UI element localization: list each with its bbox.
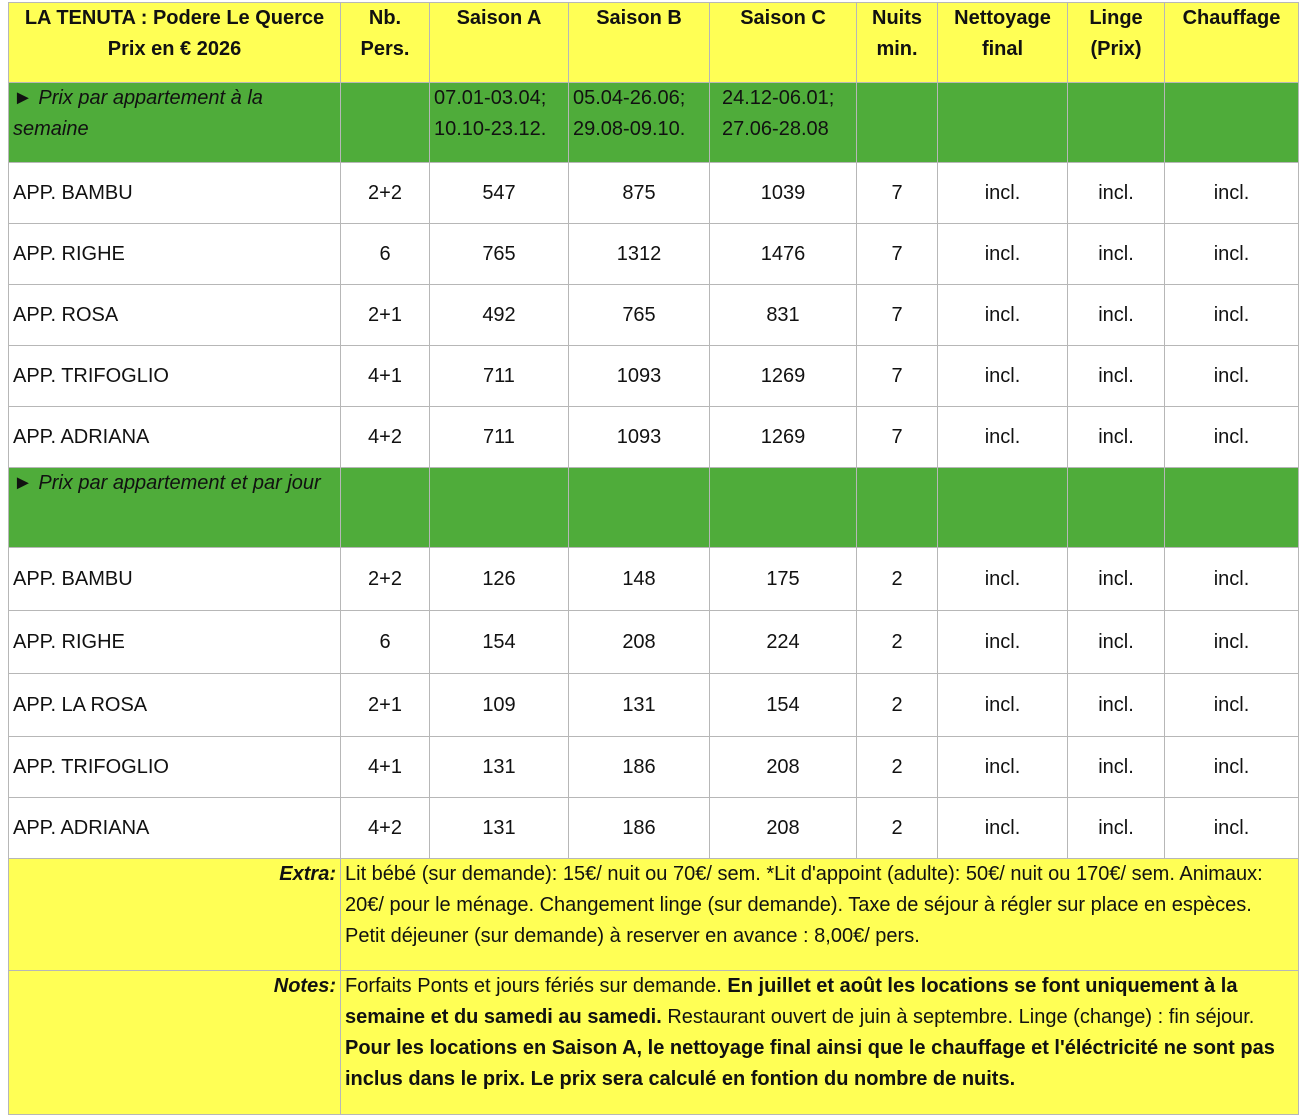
- nb-pers-cell[interactable]: 6: [341, 224, 430, 285]
- saison-a-price[interactable]: 126: [430, 548, 569, 611]
- saison-c-price[interactable]: 154: [710, 674, 857, 737]
- saison-c-price[interactable]: 208: [710, 737, 857, 798]
- saison-b-price[interactable]: 1093: [569, 346, 710, 407]
- nettoyage-cell[interactable]: incl.: [938, 163, 1068, 224]
- saison-b-price[interactable]: 148: [569, 548, 710, 611]
- nuits-min-cell[interactable]: 2: [857, 737, 938, 798]
- apartment-name[interactable]: APP. TRIFOGLIO: [9, 737, 341, 798]
- nb-pers-cell[interactable]: 2+1: [341, 674, 430, 737]
- section-day-label[interactable]: ► Prix par appartement et par jour: [9, 468, 341, 548]
- section-week-empty-cell[interactable]: [1165, 83, 1299, 163]
- header-nettoyage-line1: Nettoyage: [954, 7, 1051, 29]
- chauffage-cell[interactable]: incl.: [1165, 163, 1299, 224]
- header-row: [9, 3, 1299, 83]
- section-day-row: [9, 468, 1299, 548]
- table-row: [9, 548, 1299, 611]
- saison-b-price[interactable]: 186: [569, 798, 710, 859]
- notes-part-3: Restaurant ouvert de juin à septembre. Linge (change) : fin séjour.: [661, 1006, 1255, 1028]
- nb-pers-cell[interactable]: 4+2: [341, 798, 430, 859]
- apartment-name[interactable]: APP. BAMBU: [9, 548, 341, 611]
- section-week-empty-cell[interactable]: [341, 83, 430, 163]
- header-saison-c[interactable]: Saison C: [710, 3, 857, 83]
- nuits-min-cell[interactable]: 7: [857, 163, 938, 224]
- saison-a-price[interactable]: 109: [430, 674, 569, 737]
- nuits-min-cell[interactable]: 2: [857, 611, 938, 674]
- chauffage-cell[interactable]: incl.: [1165, 407, 1299, 468]
- saison-b-price[interactable]: 186: [569, 737, 710, 798]
- table-row: [9, 798, 1299, 859]
- section-day-empty-cell[interactable]: [569, 468, 710, 548]
- saison-c-price[interactable]: 1039: [710, 163, 857, 224]
- table-row: [9, 611, 1299, 674]
- nettoyage-cell[interactable]: incl.: [938, 611, 1068, 674]
- header-chauffage[interactable]: Chauffage: [1165, 3, 1299, 83]
- nuits-min-cell[interactable]: 7: [857, 346, 938, 407]
- notes-text[interactable]: [341, 971, 1299, 1115]
- chauffage-cell[interactable]: incl.: [1165, 798, 1299, 859]
- extra-row: [9, 859, 1299, 971]
- saison-a-price[interactable]: 131: [430, 798, 569, 859]
- section-day-empty-cell[interactable]: [1165, 468, 1299, 548]
- nuits-min-cell[interactable]: 2: [857, 798, 938, 859]
- saison-a-price[interactable]: 547: [430, 163, 569, 224]
- saison-c-price[interactable]: 224: [710, 611, 857, 674]
- notes-part-2-bold: En juillet et août les locations se font uniquement à la semaine et du samedi au samedi.: [345, 975, 1238, 1028]
- table-title: LA TENUTA : Podere Le Querce: [24, 7, 325, 29]
- saison-c-price[interactable]: 208: [710, 798, 857, 859]
- nettoyage-cell[interactable]: incl.: [938, 224, 1068, 285]
- apartment-name[interactable]: APP. ADRIANA: [9, 407, 341, 468]
- table-row: [9, 346, 1299, 407]
- saison-a-price[interactable]: 154: [430, 611, 569, 674]
- section-week-row: [9, 83, 1299, 163]
- apartment-name[interactable]: APP. RIGHE: [9, 224, 341, 285]
- header-linge[interactable]: [1068, 3, 1165, 83]
- nuits-min-cell[interactable]: 2: [857, 674, 938, 737]
- chauffage-cell[interactable]: incl.: [1165, 224, 1299, 285]
- section-week-label[interactable]: ► Prix par appartement à la semaine: [9, 83, 341, 163]
- saison-a-price[interactable]: 711: [430, 407, 569, 468]
- saison-a-dates-line1: 07.01-03.04;: [434, 87, 547, 109]
- table-row: [9, 407, 1299, 468]
- section-day-empty-cell[interactable]: [341, 468, 430, 548]
- linge-cell[interactable]: incl.: [1068, 346, 1165, 407]
- table-subtitle: Prix en € 2026: [107, 38, 242, 60]
- header-saison-b[interactable]: Saison B: [569, 3, 710, 83]
- header-linge-line1: Linge: [1089, 7, 1143, 29]
- linge-cell[interactable]: incl.: [1068, 548, 1165, 611]
- apartment-name[interactable]: APP. LA ROSA: [9, 674, 341, 737]
- chauffage-cell[interactable]: incl.: [1165, 737, 1299, 798]
- linge-cell[interactable]: incl.: [1068, 285, 1165, 346]
- saison-b-dates-line1: 05.04-26.06;: [573, 87, 686, 109]
- saison-b-price[interactable]: 208: [569, 611, 710, 674]
- nettoyage-cell[interactable]: incl.: [938, 548, 1068, 611]
- linge-cell[interactable]: incl.: [1068, 163, 1165, 224]
- saison-c-price[interactable]: 831: [710, 285, 857, 346]
- linge-cell[interactable]: incl.: [1068, 224, 1165, 285]
- nettoyage-cell[interactable]: incl.: [938, 798, 1068, 859]
- apartment-name[interactable]: APP. TRIFOGLIO: [9, 346, 341, 407]
- section-day-empty-cell[interactable]: [857, 468, 938, 548]
- nb-pers-cell[interactable]: 4+1: [341, 346, 430, 407]
- saison-b-price[interactable]: 875: [569, 163, 710, 224]
- saison-c-dates-line1: 24.12-06.01;: [722, 87, 835, 109]
- saison-a-dates[interactable]: [430, 83, 569, 163]
- section-day-empty-cell[interactable]: [1068, 468, 1165, 548]
- table-row: [9, 163, 1299, 224]
- saison-c-dates-line2: 27.06-28.08: [722, 118, 829, 140]
- nb-pers-cell[interactable]: 2+1: [341, 285, 430, 346]
- nuits-min-cell[interactable]: 7: [857, 285, 938, 346]
- saison-a-price[interactable]: 711: [430, 346, 569, 407]
- extra-label[interactable]: Extra:: [9, 859, 341, 971]
- nettoyage-cell[interactable]: incl.: [938, 407, 1068, 468]
- header-nettoyage[interactable]: [938, 3, 1068, 83]
- section-day-empty-cell[interactable]: [430, 468, 569, 548]
- saison-a-price[interactable]: 131: [430, 737, 569, 798]
- linge-cell[interactable]: incl.: [1068, 798, 1165, 859]
- apartment-name[interactable]: APP. RIGHE: [9, 611, 341, 674]
- chauffage-cell[interactable]: incl.: [1165, 611, 1299, 674]
- apartment-name[interactable]: APP. ADRIANA: [9, 798, 341, 859]
- nettoyage-cell[interactable]: incl.: [938, 346, 1068, 407]
- nb-pers-cell[interactable]: 2+2: [341, 163, 430, 224]
- section-day-empty-cell[interactable]: [710, 468, 857, 548]
- notes-part-1: Forfaits Ponts et jours fériés sur demande.: [345, 975, 728, 997]
- saison-b-price[interactable]: 1312: [569, 224, 710, 285]
- table-row: [9, 285, 1299, 346]
- chauffage-cell[interactable]: incl.: [1165, 548, 1299, 611]
- nuits-min-cell[interactable]: 7: [857, 224, 938, 285]
- section-day-empty-cell[interactable]: [938, 468, 1068, 548]
- header-nettoyage-line2: final: [981, 38, 1024, 60]
- saison-c-dates[interactable]: [710, 83, 857, 163]
- nb-pers-cell[interactable]: 4+2: [341, 407, 430, 468]
- saison-b-dates[interactable]: [569, 83, 710, 163]
- saison-a-dates-line2: 10.10-23.12.: [434, 118, 547, 140]
- linge-cell[interactable]: incl.: [1068, 674, 1165, 737]
- header-nb-pers-line2: Pers.: [360, 38, 410, 60]
- apartment-name[interactable]: APP. BAMBU: [9, 163, 341, 224]
- nettoyage-cell[interactable]: incl.: [938, 285, 1068, 346]
- header-nb-pers-line1: Nb.: [368, 7, 402, 29]
- nuits-min-cell[interactable]: 2: [857, 548, 938, 611]
- chauffage-cell[interactable]: incl.: [1165, 285, 1299, 346]
- linge-cell[interactable]: incl.: [1068, 611, 1165, 674]
- section-week-empty-cell[interactable]: [938, 83, 1068, 163]
- nb-pers-cell[interactable]: 4+1: [341, 737, 430, 798]
- nettoyage-cell[interactable]: incl.: [938, 737, 1068, 798]
- notes-row: [9, 971, 1299, 1115]
- saison-c-price[interactable]: 1476: [710, 224, 857, 285]
- linge-cell[interactable]: incl.: [1068, 407, 1165, 468]
- section-week-empty-cell[interactable]: [857, 83, 938, 163]
- header-saison-a[interactable]: Saison A: [430, 3, 569, 83]
- table-row: [9, 224, 1299, 285]
- header-linge-line2: (Prix): [1090, 38, 1142, 60]
- header-nuits-line2: min.: [876, 38, 918, 60]
- table-row: [9, 737, 1299, 798]
- saison-b-price[interactable]: 131: [569, 674, 710, 737]
- header-nuits-line1: Nuits: [872, 7, 922, 29]
- saison-c-price[interactable]: 1269: [710, 407, 857, 468]
- saison-a-price[interactable]: 765: [430, 224, 569, 285]
- saison-b-dates-line2: 29.08-09.10.: [573, 118, 686, 140]
- chauffage-cell[interactable]: incl.: [1165, 674, 1299, 737]
- nb-pers-cell[interactable]: 6: [341, 611, 430, 674]
- saison-b-price[interactable]: 765: [569, 285, 710, 346]
- table-row: [9, 674, 1299, 737]
- notes-label[interactable]: Notes:: [9, 971, 341, 1115]
- header-nuits-min[interactable]: [857, 3, 938, 83]
- saison-c-price[interactable]: 175: [710, 548, 857, 611]
- saison-c-price[interactable]: 1269: [710, 346, 857, 407]
- price-table: [8, 2, 1299, 1115]
- apartment-name[interactable]: APP. ROSA: [9, 285, 341, 346]
- section-week-empty-cell[interactable]: [1068, 83, 1165, 163]
- saison-b-price[interactable]: 1093: [569, 407, 710, 468]
- notes-part-4-bold: Pour les locations en Saison A, le nettoyage final ainsi que le chauffage et l'éléctricité ne sont pas inclus dans le prix. Le prix sera calculé en fontion du nombre de nuits.: [345, 1037, 1275, 1090]
- nuits-min-cell[interactable]: 7: [857, 407, 938, 468]
- saison-a-price[interactable]: 492: [430, 285, 569, 346]
- chauffage-cell[interactable]: incl.: [1165, 346, 1299, 407]
- nettoyage-cell[interactable]: incl.: [938, 674, 1068, 737]
- extra-text[interactable]: Lit bébé (sur demande): 15€/ nuit ou 70€/ sem. *Lit d'appoint (adulte): 50€/ nuit ou 170€/ sem. Animaux: 20€/ pour le ménage. Changement linge (sur demande). Taxe de séjour à régler sur place en espèces. Petit déjeuner (sur demande) à reserver en avance : 8,00€/ pers.: [341, 859, 1299, 971]
- linge-cell[interactable]: incl.: [1068, 737, 1165, 798]
- table-title-cell[interactable]: [9, 3, 341, 83]
- nb-pers-cell[interactable]: 2+2: [341, 548, 430, 611]
- header-nb-pers[interactable]: [341, 3, 430, 83]
